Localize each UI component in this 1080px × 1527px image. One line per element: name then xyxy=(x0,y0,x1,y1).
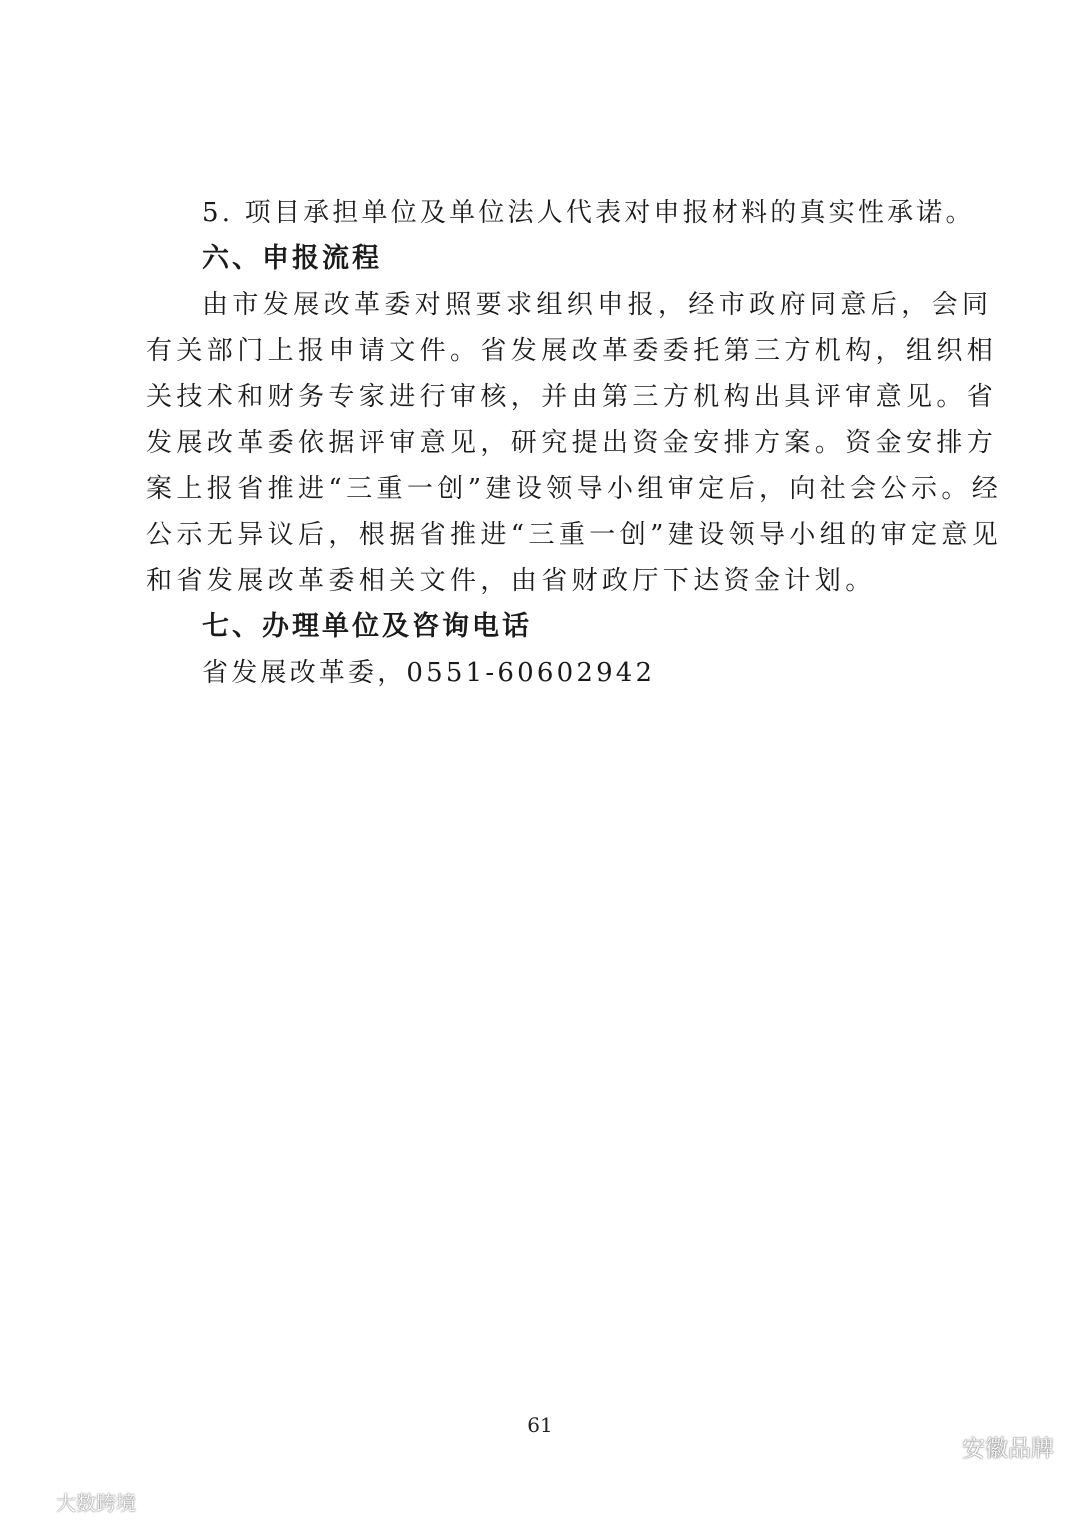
paragraph-line: 关技术和财务专家进行审核，并由第三方机构出具评审意见。省 xyxy=(146,382,998,412)
page-number: 61 xyxy=(527,1413,553,1437)
paragraph-line: 由市发展改革委对照要求组织申报，经市政府同意后，会同 xyxy=(202,290,993,320)
section-7-heading: 七、办理单位及咨询电话 xyxy=(202,611,532,642)
paragraph-line: 和省发展改革委相关文件，由省财政厅下达资金计划。 xyxy=(146,566,876,596)
watermark-right xyxy=(924,1430,1054,1463)
section-6-heading: 六、申报流程 xyxy=(202,243,382,274)
watermark-right-text: 安徽品牌 xyxy=(962,1436,1054,1462)
section-6-paragraph xyxy=(146,282,1003,604)
paragraph-line: 发展改革委依据评审意见，研究提出资金安排方案。资金安排方 xyxy=(146,428,998,458)
paragraph-line: 案上报省推进“三重一创”建设领导小组审定后，向社会公示。经 xyxy=(146,474,1003,504)
document-body xyxy=(146,190,1003,696)
wechat-icon xyxy=(924,1434,954,1460)
brand-logo-icon xyxy=(12,1491,52,1513)
paragraph-line: 公示无异议后，根据省推进“三重一创”建设领导小组的审定意见 xyxy=(146,520,1003,550)
paragraph-line: 有关部门上报申请文件。省发展改革委委托第三方机构，组织相 xyxy=(146,336,998,366)
watermark-left-text: 大数跨境 xyxy=(56,1491,136,1515)
contact-line: 省发展改革委，0551-60602942 xyxy=(202,658,656,688)
item-5: 5. 项目承担单位及单位法人代表对申报材料的真实性承诺。 xyxy=(202,198,975,228)
watermark-left xyxy=(12,1487,136,1516)
